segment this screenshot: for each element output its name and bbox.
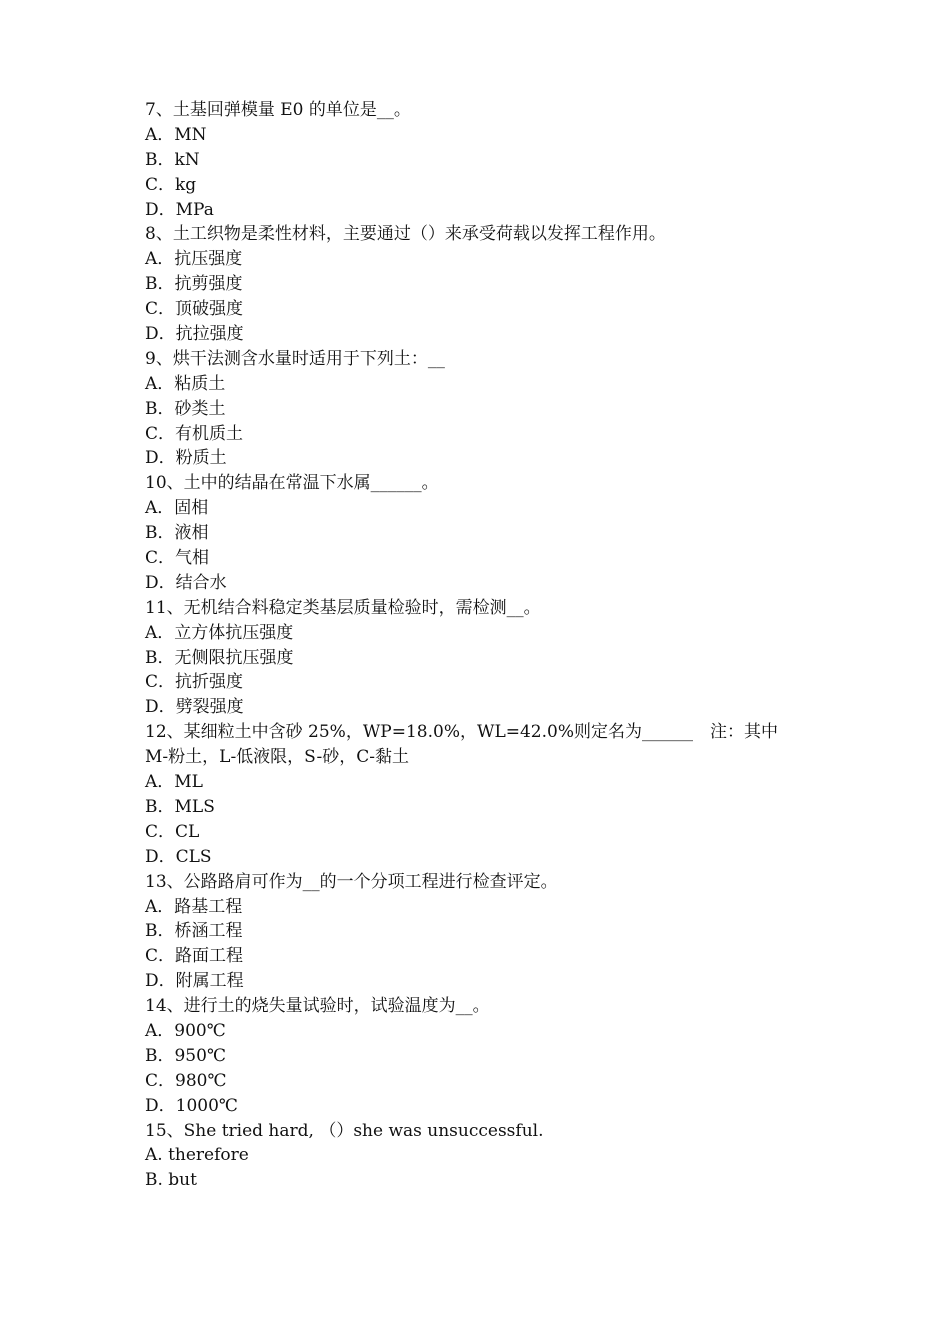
question-stem: 11、无机结合料稳定类基层质量检验时，需检测__。 (145, 597, 541, 618)
option-c: C．路面工程 (145, 946, 244, 967)
option-b: B．抗剪强度 (145, 274, 243, 295)
question-stem: 10、土中的结晶在常温下水属______。 (145, 473, 439, 494)
question-11 (145, 596, 825, 720)
option-a: A．ML (145, 772, 203, 793)
option-a: A．路基工程 (145, 896, 243, 917)
option-d: D．CLS (145, 846, 212, 867)
option-c: C．kg (145, 174, 197, 195)
question-13 (145, 870, 825, 994)
option-a: A．900℃ (145, 1020, 226, 1041)
option-a: A．立方体抗压强度 (145, 622, 294, 643)
option-c: C．气相 (145, 548, 210, 569)
question-10 (145, 471, 825, 595)
question-9 (145, 347, 825, 471)
question-stem: 7、土基回弹模量 E0 的单位是__。 (145, 100, 411, 120)
option-b: B．无侧限抗压强度 (145, 647, 294, 668)
option-b: B. but (145, 1170, 197, 1191)
question-12 (145, 720, 825, 869)
option-c: C．顶破强度 (145, 299, 244, 320)
option-c: C．CL (145, 821, 200, 842)
option-b: B．950℃ (145, 1045, 226, 1066)
option-b: B．砂类土 (145, 398, 226, 419)
option-d: D．MPa (145, 199, 214, 220)
option-d: D．1000℃ (145, 1095, 238, 1116)
question-stem: 12、某细粒土中含砂 25%，WP=18.0%，WL=42.0%则定名为______ 注：其中 (145, 722, 778, 743)
question-stem: 8、土工织物是柔性材料，主要通过（）来承受荷载以发挥工程作用。 (145, 224, 666, 245)
question-stem: 14、进行土的烧失量试验时，试验温度为__。 (145, 996, 490, 1017)
option-d: D．附属工程 (145, 971, 244, 992)
option-d: D．劈裂强度 (145, 697, 244, 718)
option-a: A．固相 (145, 498, 209, 519)
option-a: A. therefore (145, 1145, 249, 1166)
question-14 (145, 994, 825, 1118)
option-c: C．有机质土 (145, 423, 244, 444)
option-c: C．抗折强度 (145, 672, 244, 693)
question-stem: 9、烘干法测含水量时适用于下列土：__ (145, 348, 445, 369)
question-stem: 13、公路路肩可作为__的一个分项工程进行检查评定。 (145, 871, 558, 892)
option-a: A．粘质土 (145, 373, 226, 394)
question-15 (145, 1119, 825, 1194)
option-d: D．结合水 (145, 572, 227, 593)
option-d: D．粉质土 (145, 448, 227, 469)
option-d: D．抗拉强度 (145, 324, 244, 345)
option-a: A．抗压强度 (145, 249, 243, 270)
option-c: C．980℃ (145, 1070, 227, 1091)
question-stem: 15、She tried hard, （）she was unsuccessful. (145, 1120, 544, 1141)
option-b: B．kN (145, 149, 200, 170)
option-a: A．MN (145, 124, 207, 145)
question-stem-continued: M-粉土，L-低液限，S-砂，C-黏土 (145, 747, 409, 768)
question-8 (145, 222, 825, 346)
question-7 (145, 98, 825, 222)
option-b: B．桥涵工程 (145, 921, 243, 942)
option-b: B．液相 (145, 523, 209, 544)
document-page (145, 98, 825, 1193)
option-b: B．MLS (145, 796, 215, 817)
